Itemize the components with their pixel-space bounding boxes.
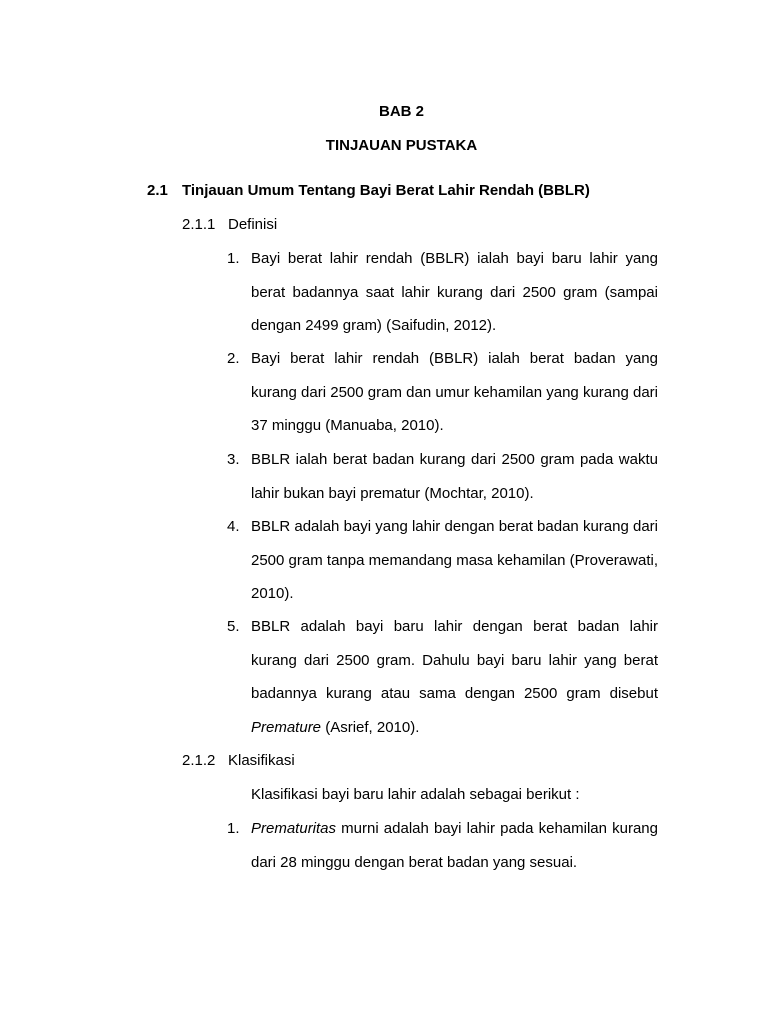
klasifikasi-intro: Klasifikasi bayi baru lahir adalah sebagai berikut : bbox=[251, 786, 580, 803]
list-number: 5. bbox=[227, 618, 240, 635]
list-number: 4. bbox=[227, 518, 240, 535]
list-text bbox=[251, 812, 658, 879]
list-number: 2. bbox=[227, 350, 240, 367]
list-text-part: BBLR adalah bayi baru lahir dengan berat badan lahir kurang dari 2500 gram. Dahulu bayi baru lahir yang berat badannya kurang atau sama dengan 2500 gram disebut bbox=[251, 618, 658, 703]
section-number: 2.1 bbox=[147, 182, 168, 199]
chapter-title: TINJAUAN PUSTAKA bbox=[325, 137, 478, 154]
subsection-title: Definisi bbox=[228, 216, 278, 233]
section-heading bbox=[147, 182, 590, 199]
subsection-number: 2.1.2 bbox=[182, 752, 216, 769]
subsection-heading-definisi bbox=[182, 216, 277, 233]
italic-term: Prematuritas bbox=[251, 820, 337, 837]
subsection-number: 2.1.1 bbox=[182, 216, 216, 233]
definition-item-3 bbox=[227, 443, 658, 510]
list-number: 3. bbox=[227, 451, 240, 468]
definition-item-1 bbox=[227, 242, 658, 343]
chapter-label: BAB 2 bbox=[378, 103, 424, 120]
klasifikasi-item-1 bbox=[227, 812, 658, 879]
italic-term: Premature bbox=[251, 718, 322, 736]
list-text-part: murni adalah bayi lahir pada kehamilan kurang dari 28 minggu dengan berat badan yang sesuai. bbox=[251, 820, 658, 871]
list-text: Bayi berat lahir rendah (BBLR) ialah bayi baru lahir yang berat badannya saat lahir kurang dari 2500 gram (sampai dengan 2499 gram) (Saifudin, 2012). bbox=[251, 250, 658, 335]
list-text: Bayi berat lahir rendah (BBLR) ialah berat badan yang kurang dari 2500 gram dan umur kehamilan yang kurang dari 37 minggu (Manuaba, 2010). bbox=[251, 350, 658, 435]
list-number: 1. bbox=[227, 250, 240, 267]
list-text: BBLR ialah berat badan kurang dari 2500 gram pada waktu lahir bukan bayi prematur (Mochtar, 2010). bbox=[251, 451, 658, 502]
definition-item-5 bbox=[227, 610, 658, 744]
list-text-part: (Asrief, 2010). bbox=[321, 718, 420, 736]
definition-item-4 bbox=[227, 510, 658, 611]
subsection-title: Klasifikasi bbox=[228, 752, 295, 769]
definition-item-2 bbox=[227, 342, 658, 443]
subsection-heading-klasifikasi bbox=[182, 752, 295, 769]
list-text bbox=[251, 610, 658, 744]
section-title: Tinjauan Umum Tentang Bayi Berat Lahir Rendah (BBLR) bbox=[182, 182, 590, 199]
list-number: 1. bbox=[227, 820, 240, 837]
list-text: BBLR adalah bayi yang lahir dengan berat badan kurang dari 2500 gram tanpa memandang masa kehamilan (Proverawati, 2010). bbox=[251, 518, 658, 603]
